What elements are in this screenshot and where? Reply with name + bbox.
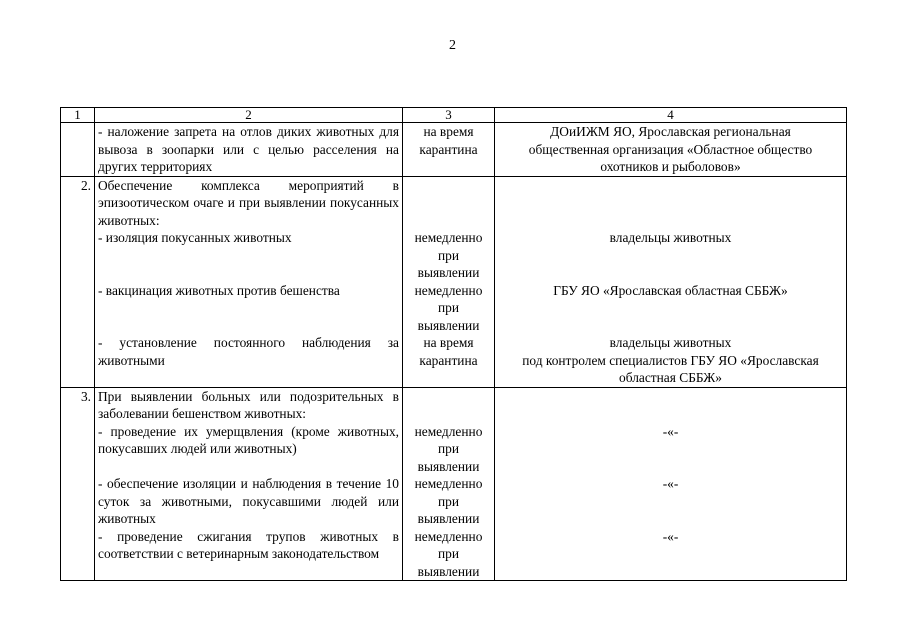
measure-item: - обеспечение изоляции и наблюдения в течение 10 суток за животными, покусавшими людей или животных <box>98 476 399 526</box>
responsible-line: охотников и рыболовов» <box>600 159 741 174</box>
timing-cell <box>403 387 495 581</box>
measure-item: - установление постоянного наблюдения за животными <box>98 335 399 368</box>
timing-cell <box>403 123 495 177</box>
timing-line: карантина <box>419 141 478 157</box>
measures-table <box>60 107 847 581</box>
timing-line: выявлении <box>417 317 480 333</box>
header-cell: 4 <box>495 108 847 123</box>
row-number <box>61 123 95 177</box>
timing-line: немедленно <box>414 528 483 544</box>
header-cell: 2 <box>95 108 403 123</box>
row-number: 3. <box>61 387 95 581</box>
responsible-cell <box>495 123 847 177</box>
timing-line: немедленно <box>414 282 483 298</box>
responsible-cell <box>495 387 847 581</box>
measure-intro: Обеспечение комплекса мероприятий в эпизоотическом очаге и при выявлении покусанных животных: <box>98 177 399 228</box>
responsible-line: ГБУ ЯО «Ярославская областная СББЖ» <box>553 282 788 298</box>
responsible-line: владельцы животных <box>609 335 732 350</box>
timing-line: при <box>437 546 460 561</box>
table-header-row <box>61 108 847 123</box>
timing-line: на время <box>423 335 474 350</box>
timing-cell <box>403 176 495 387</box>
responsible-line: общественная организация «Областное общество <box>528 141 813 157</box>
timing-line: при <box>437 493 460 509</box>
responsible-line: -«- <box>662 528 679 544</box>
measure-item: - вакцинация животных против бешенства <box>98 282 340 298</box>
page-number: 2 <box>449 38 456 53</box>
table-row <box>61 387 847 581</box>
responsible-line: ДОиИЖМ ЯО, Ярославская региональная <box>550 124 791 139</box>
responsible-cell <box>495 176 847 387</box>
responsible-line: областная СББЖ» <box>619 370 722 385</box>
timing-line: при <box>437 441 460 456</box>
measure-intro: При выявлении больных или подозрительных в заболевании бешенством животных: <box>98 388 399 421</box>
timing-line: немедленно <box>414 423 483 439</box>
measure-cell <box>95 176 403 387</box>
measure-text: - наложение запрета на отлов диких животных для вывоза в зоопарки или с целью расселения на других территориях <box>95 123 403 177</box>
timing-line: немедленно <box>414 230 483 245</box>
row-number: 2. <box>61 176 95 387</box>
responsible-line: владельцы животных <box>609 230 732 245</box>
measure-item: - проведение их умерщвления (кроме животных, покусавших людей или животных) <box>98 423 399 456</box>
timing-line: выявлении <box>417 563 480 579</box>
timing-line: при <box>437 247 460 263</box>
responsible-line: под контролем специалистов ГБУ ЯО «Ярославская <box>522 352 819 368</box>
timing-line: выявлении <box>417 511 480 526</box>
measure-item: - проведение сжигания трупов животных в соответствии с ветеринарным законодательством <box>98 528 399 561</box>
timing-line: выявлении <box>417 458 480 474</box>
timing-line: выявлении <box>417 265 480 280</box>
timing-line: при <box>437 300 460 315</box>
table-row <box>61 123 847 177</box>
header-cell: 1 <box>61 108 95 123</box>
measure-item: - изоляция покусанных животных <box>98 230 292 245</box>
timing-line: карантина <box>419 352 478 368</box>
table-row <box>61 176 847 387</box>
timing-line: немедленно <box>414 476 483 491</box>
timing-line: на время <box>423 124 474 139</box>
header-cell: 3 <box>403 108 495 123</box>
responsible-line: -«- <box>662 476 679 491</box>
responsible-line: -«- <box>662 423 679 439</box>
measure-cell <box>95 387 403 581</box>
